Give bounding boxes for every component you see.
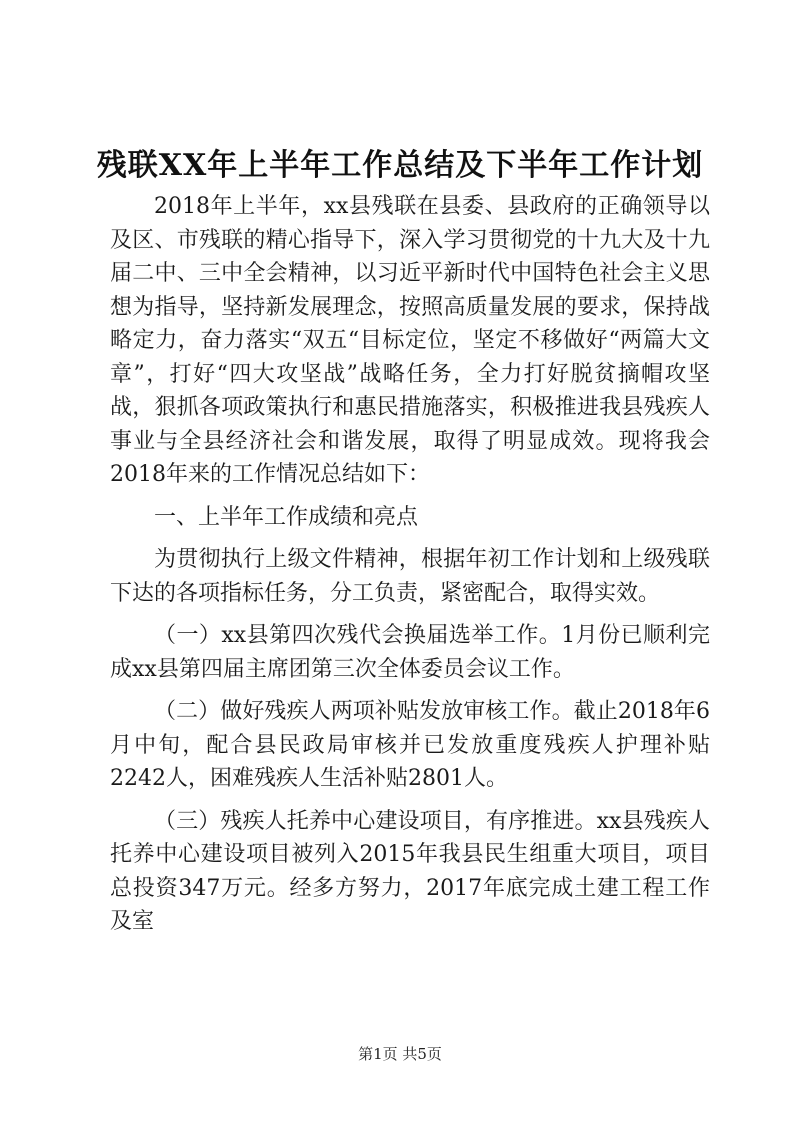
paragraph-overview: 为贯彻执行上级文件精神，根据年初工作计划和上级残联下达的各项指标任务，分工负责，紧密配合，取得实效。 [110, 547, 710, 606]
paragraph-item-2: （二）做好残疾人两项补贴发放审核工作。截止2018年6月中旬，配合县民政局审核并已发放重度残疾人护理补贴2242人，困难残疾人生活补贴2801人。 [110, 699, 710, 791]
paragraph-item-1: （一）xx县第四次残代会换届选举工作。1月份已顺利完成xx县第四届主席团第三次全体委员会议工作。 [110, 623, 710, 682]
page-footer: 第1页 共5页 [358, 1045, 442, 1063]
paragraph-intro: 2018年上半年，xx县残联在县委、县政府的正确领导以及区、市残联的精心指导下，深入学习贯彻党的十九大及十九届二中、三中全会精神，以习近平新时代中国特色社会主义思想为指导，坚持新发展理念，按照高质量发展的要求，保持战略定力，奋力落实“双五“目标定位，坚定不移做好“两篇大文章”，打好“四大攻坚战”战略任务，全力打好脱贫摘帽攻坚战，狠抓各项政策执行和惠民措施落实，积极推进我县残疾人事业与全县经济社会和谐发展，取得了明显成效。现将我会2018年来的工作情况总结如下： [110, 194, 710, 487]
document-body [110, 190, 710, 948]
section-heading: 一、上半年工作成绩和亮点 [154, 504, 419, 530]
document-title: 残联XX年上半年工作总结及下半年工作计划 [96, 148, 704, 183]
paragraph-item-3: （三）残疾人托养中心建设项目，有序推进。xx县残疾人托养中心建设项目被列入2015年我县民生组重大项目，项目总投资347万元。经多方努力，2017年底完成土建工程工作及室 [110, 808, 710, 934]
